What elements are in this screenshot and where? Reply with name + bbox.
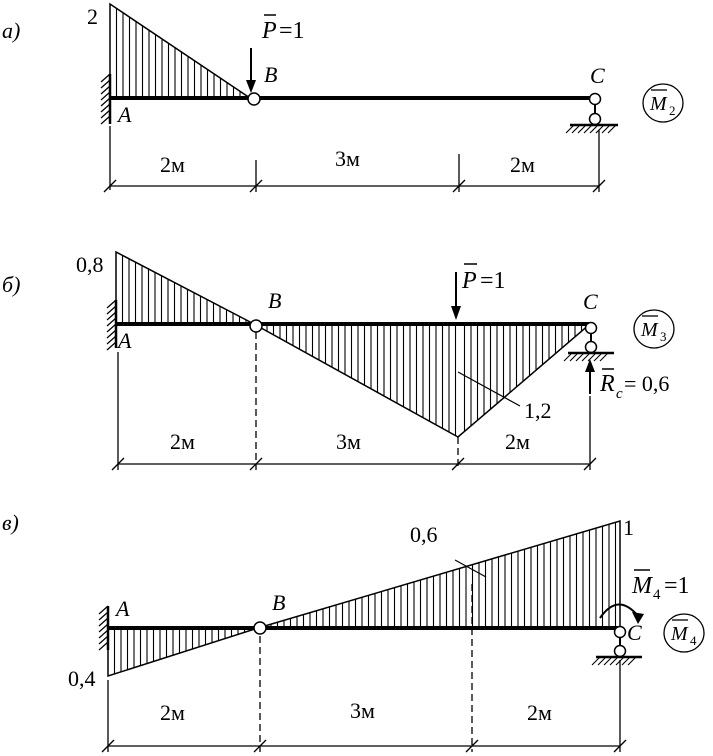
diagram-id-badge [634, 310, 674, 348]
badge-index: 3 [660, 329, 667, 344]
reaction-label [599, 369, 669, 402]
force-arrow [246, 48, 256, 93]
ordinate-label: 0,6 [410, 522, 438, 547]
leader-line [458, 372, 520, 406]
hinge-b [250, 320, 262, 332]
badge-index: 4 [690, 633, 697, 648]
ordinate-label: 0,8 [76, 252, 104, 277]
hinge-b [248, 93, 260, 105]
reaction-subscript: c [616, 386, 623, 402]
force-symbol: P [462, 268, 477, 294]
diagram-a [2, 4, 683, 192]
node-label-a: A [118, 328, 132, 353]
dimension-label: 2м [160, 700, 185, 725]
force-symbol: P [262, 18, 277, 44]
dimension-line [102, 584, 626, 752]
node-label-b: B [272, 590, 286, 615]
fixed-support-wall [107, 300, 116, 350]
node-label-b: B [264, 62, 278, 87]
badge-symbol: M [641, 319, 658, 341]
roller-support-c [564, 323, 614, 362]
ordinate-label: 2 [87, 4, 98, 29]
force-label [261, 15, 305, 44]
ordinate-label: 1 [623, 515, 634, 540]
dimension-label: 2м [510, 152, 535, 177]
node-label-c: C [627, 620, 642, 645]
dimension-label: 2м [505, 429, 530, 454]
force-value: =1 [480, 268, 506, 294]
applied-moment-label [631, 570, 690, 603]
dimension-label: 2м [170, 429, 195, 454]
diagram-c [2, 510, 704, 752]
badge-index: 2 [669, 103, 676, 118]
ordinate-label: 1,2 [524, 398, 552, 423]
fixed-support-wall [101, 74, 110, 124]
moment-value: =1 [664, 573, 690, 599]
subfigure-label: в) [2, 510, 19, 535]
hinge-b [254, 622, 266, 634]
badge-symbol: M [671, 623, 688, 645]
ordinate-label: 0,4 [68, 666, 96, 691]
moment-diagram-region [110, 4, 250, 98]
force-label [461, 264, 506, 294]
reaction-arrow [585, 359, 595, 394]
node-label-c: C [590, 63, 605, 88]
moment-subscript: 4 [653, 587, 661, 603]
node-label-a: A [118, 102, 132, 127]
force-value: =1 [279, 18, 305, 44]
dimension-label: 3м [335, 146, 360, 171]
subfigure-label: б) [2, 272, 21, 297]
node-label-a: A [116, 596, 130, 621]
badge-symbol: M [650, 93, 667, 115]
subfigure-label: а) [2, 18, 21, 43]
reaction-symbol: R [600, 371, 615, 397]
dimension-label: 2м [527, 700, 552, 725]
reaction-value: = 0,6 [624, 371, 670, 396]
node-label-b: B [268, 288, 282, 313]
moment-diagram-region [108, 521, 620, 676]
diagram-b [2, 252, 674, 470]
dimension-label: 3м [336, 429, 361, 454]
dimension-label: 2м [160, 152, 185, 177]
node-label-c: C [583, 289, 598, 314]
fixed-support-wall [99, 606, 108, 650]
moment-symbol: M [632, 573, 652, 599]
diagram-id-badge [664, 614, 704, 652]
moment-diagram-region [116, 252, 590, 437]
force-arrow [451, 272, 461, 320]
diagram-id-badge [643, 84, 683, 122]
dimension-label: 3м [350, 698, 375, 723]
